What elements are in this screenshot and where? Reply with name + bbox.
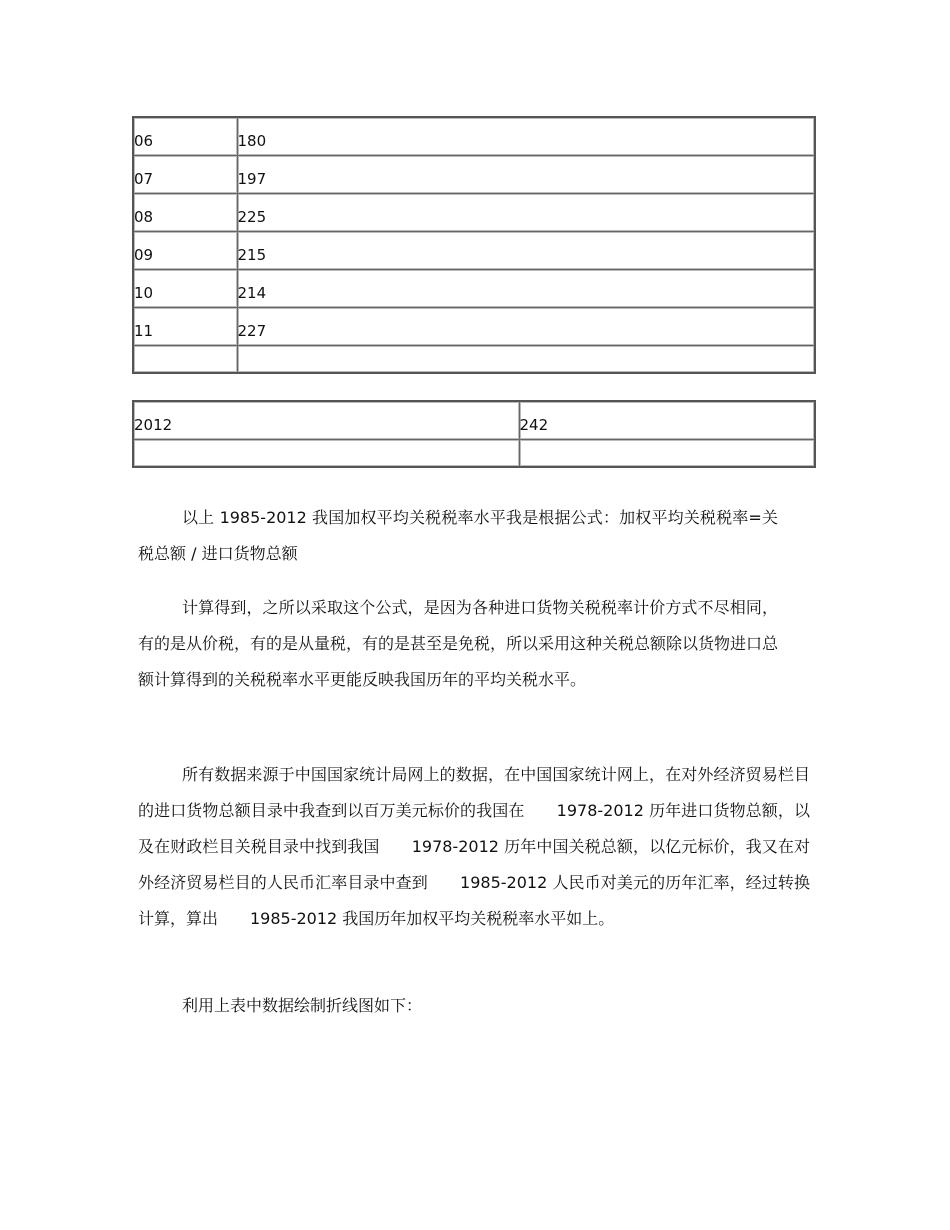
table-row xyxy=(133,117,815,155)
paragraph-data-source: 所有数据来源于中国国家统计局网上的数据，在中国国家统计网上，在对外经济贸易栏目的进口货物总额目录中我查到以百万美元标价的我国在 1978-2012 历年进口货物总额，以及在财政栏目关税目录中找到我国 1978-2012 历年中国关税总额，以亿元标价，我又在对外经济贸易栏目的人民币汇率目录中查到 1985-2012 人民币对美元的历年汇率，经过转换计算，算出 1985-2012 我国历年加权平均关税税率水平如上。 xyxy=(138,765,810,928)
value-cell: 227 xyxy=(237,307,815,345)
table-row-empty xyxy=(133,345,815,373)
paragraph-method: 计算得到，之所以采取这个公式，是因为各种进口货物关税税率计价方式不尽相同，有的是从价税，有的是从量税，有的是甚至是免税，所以采用这种关税总额除以货物进口总额计算得到的关税税率水平更能反映我国历年的平均关税水平。 xyxy=(138,598,779,689)
year-cell: 10 xyxy=(133,269,237,307)
year-cell: 09 xyxy=(133,231,237,269)
empty-cell xyxy=(133,439,519,467)
table-row xyxy=(133,193,815,231)
empty-cell xyxy=(519,439,815,467)
value-cell: 225 xyxy=(237,193,815,231)
year-cell: 06 xyxy=(133,117,237,155)
value-cell: 214 xyxy=(237,269,815,307)
paragraph-formula: 以上 1985-2012 我国加权平均关税税率水平我是根据公式：加权平均关税税率=关税总额 / 进口货物总额 xyxy=(138,508,778,563)
year-cell: 2012 xyxy=(133,401,519,439)
value-cell: 180 xyxy=(237,117,815,155)
paragraph-chart-intro: 利用上表中数据绘制折线图如下： xyxy=(182,996,423,1015)
empty-cell xyxy=(237,345,815,373)
value-cell: 242 xyxy=(519,401,815,439)
value-cell: 215 xyxy=(237,231,815,269)
table-row-empty xyxy=(133,439,815,467)
table-row xyxy=(133,231,815,269)
empty-cell xyxy=(133,345,237,373)
table-row xyxy=(133,155,815,193)
value-cell: 197 xyxy=(237,155,815,193)
year-cell: 08 xyxy=(133,193,237,231)
tariff-table-bottom xyxy=(132,400,816,468)
year-cell: 11 xyxy=(133,307,237,345)
table-row xyxy=(133,307,815,345)
tariff-table-top xyxy=(132,116,816,374)
table-row xyxy=(133,269,815,307)
table-row xyxy=(133,401,815,439)
year-cell: 07 xyxy=(133,155,237,193)
